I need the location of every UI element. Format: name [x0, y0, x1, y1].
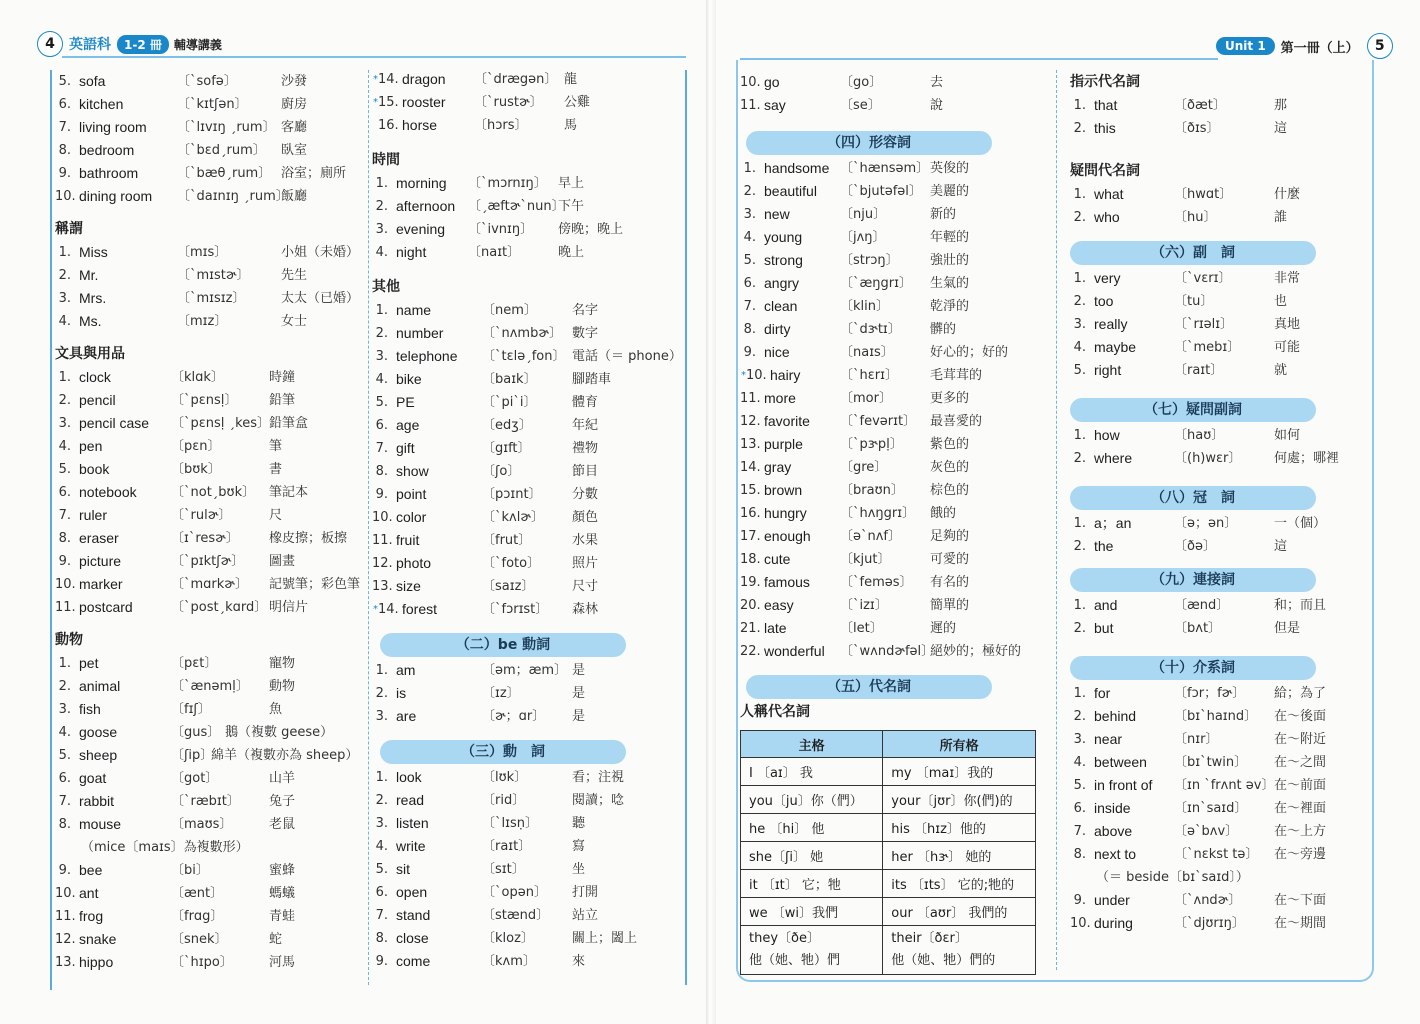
vocab-row: 2. is 〔ɪz〕 是 [375, 685, 586, 701]
page-number-left: 4 [37, 31, 63, 57]
vocab-row: 9. under 〔ˋʌndɚ〕 在～下面 [1073, 892, 1327, 908]
vocab-row: 2. Mr. 〔ˋmɪstɚ〕 先生 [58, 267, 308, 283]
vocab-row: 22. wonderful 〔ˋwʌndɚfəl〕 絕妙的；極好的 [740, 643, 1022, 659]
left-page-right-edge-line [685, 70, 687, 985]
vocab-row: 7. rabbit 〔ˋræbɪt〕 兔子 [58, 793, 296, 809]
vocab-row: * 14. dragon 〔ˋdrægən〕 龍 [372, 68, 682, 91]
vocab-row: 9. nice 〔naɪs〕 好心的；好的 [743, 344, 1009, 360]
section-heading-conjunctions: （九）連接詞 [1070, 568, 1316, 592]
book-title: 輔導講義 [173, 37, 222, 52]
vocab-row: 1. that 〔ðæt〕 那 [1073, 97, 1288, 113]
vocab-row: 1. how 〔haʊ〕 如何 [1073, 427, 1301, 443]
vocab-row: 3. listen 〔ˋlɪsṇ〕 聽 [375, 815, 586, 831]
table-cell: she〔ʃi〕 她 [741, 842, 883, 870]
column-3 [740, 71, 1052, 975]
vocab-row: 1. morning 〔ˋmɔrnɪŋ〕 早上 [375, 175, 585, 191]
vocab-row: 1. pet 〔pɛt〕 寵物 [58, 655, 296, 671]
volume-badge: 1-2 冊 [117, 35, 169, 54]
vocab-row: 2. pencil 〔ˋpɛnsḷ〕 鉛筆 [58, 392, 296, 408]
vocab-row: 1. a；an 〔ə；ən〕 一（個） [1073, 515, 1327, 531]
volume-name: 第一冊（上） [1280, 40, 1359, 56]
section-heading-titles: 稱謂 [55, 221, 83, 237]
vocab-row: 15. brown 〔braʊn〕 棕色的 [740, 482, 970, 498]
table-row [741, 898, 1036, 926]
vocab-row: 8. next to 〔ˋnɛkst tə〕 在～旁邊 [1073, 846, 1327, 862]
vocab-row: 2. number 〔ˋnʌmbɚ〕 數字 [375, 325, 599, 341]
column-divider-left [368, 70, 369, 985]
vocab-row: 4. maybe 〔ˋmebɪ〕 可能 [1073, 339, 1301, 355]
table-cell: you〔ju〕你（們） [741, 786, 883, 814]
vocab-row: 12. snake 〔snek〕 蛇 [55, 931, 283, 947]
vocab-row: 9. point 〔pɔɪnt〕 分數 [375, 486, 599, 502]
table-row [741, 786, 1036, 814]
table-cell: her 〔hɝ〕 她的 [883, 842, 1036, 870]
vocab-row: 9. come 〔kʌm〕 來 [375, 953, 586, 969]
vocab-row: 1. name 〔nem〕 名字 [375, 302, 599, 318]
vocab-row: * 15. rooster 〔ˋrustɚ〕 公雞 [372, 91, 682, 114]
vocab-row: 13. hippo 〔ˋhɪpo〕 河馬 [55, 954, 296, 970]
vocab-row: 3. near 〔nɪr〕 在～附近 [1073, 731, 1327, 747]
vocab-row: 2. animal 〔ˋænəmḷ〕 動物 [58, 678, 296, 694]
vocab-row: 6. inside 〔ɪnˋsaɪd〕 在～裡面 [1073, 800, 1327, 816]
column-4 [1070, 71, 1360, 935]
vocab-row: 6. open 〔ˋopən〕 打開 [375, 884, 599, 900]
left-page-edge-line [50, 70, 52, 990]
vocab-row: 5. sofa 〔ˋsofə〕 沙發 [58, 73, 308, 89]
vocab-row: 1. and 〔ænd〕 和；而且 [1073, 597, 1327, 613]
star-mark: * [373, 74, 378, 85]
column-divider-right [1056, 70, 1057, 970]
vocab-row: 8. mouse 〔maʊs〕 老鼠 [58, 816, 296, 832]
vocab-row: 2. the 〔ðə〕 這 [1073, 538, 1288, 554]
section-heading-interrogative-adverbs: （七）疑問副詞 [1070, 398, 1316, 422]
vocab-row: 6. goat 〔got〕 山羊 [58, 770, 296, 786]
vocab-row: 7. gift 〔gɪft〕 禮物 [375, 440, 599, 456]
table-cell: it 〔ɪt〕 它；牠 [741, 870, 883, 898]
table-cell: your〔jʊr〕你(們)的 [883, 786, 1036, 814]
table-cell: their〔ðɛr〕 他（她、牠）們的 [883, 926, 1036, 975]
vocab-row: 3. new 〔nju〕 新的 [743, 206, 957, 222]
left-page-header [37, 29, 222, 59]
vocab-row: 4. night 〔naɪt〕 晚上 [375, 244, 585, 260]
vocab-row: 1. very 〔ˋvɛrɪ〕 非常 [1073, 270, 1301, 286]
section-heading-stationery: 文具與用品 [55, 346, 125, 362]
vocab-row: 11. postcard 〔ˋpostˏkɑrd〕 明信片 [55, 599, 309, 615]
table-cell: he 〔hi〕 他 [741, 814, 883, 842]
vocab-row: 12. favorite 〔ˋfevərɪt〕 最喜愛的 [740, 413, 983, 429]
table-row [741, 814, 1036, 842]
vocab-row: 19. famous 〔ˋfeməs〕 有名的 [740, 574, 970, 590]
table-cell: his 〔hɪz〕他的 [883, 814, 1036, 842]
table-header-row [741, 731, 1036, 758]
vocab-row: 10. marker 〔ˋmɑrkɚ〕 記號筆；彩色筆 [55, 576, 361, 592]
personal-pronouns-subheading: 人稱代名詞 [740, 704, 810, 720]
section-heading-others: 其他 [372, 279, 400, 295]
vocab-row: 17. enough 〔əˋnʌf〕 足夠的 [740, 528, 970, 544]
vocab-row: 9. bathroom 〔ˋbæθˏrum〕 浴室；廁所 [58, 165, 347, 181]
vocab-row: 9. picture 〔ˋpɪktʃɚ〕 圖畫 [58, 553, 296, 569]
vocab-row: 6. notebook 〔ˋnotˏbʊk〕 筆記本 [58, 484, 309, 500]
table-cell: our 〔aʊr〕 我們的 [883, 898, 1036, 926]
right-page-header [1216, 31, 1393, 61]
table-row [741, 842, 1036, 870]
vocab-row: 4. between 〔bɪˋtwin〕 在～之間 [1073, 754, 1327, 770]
vocab-row: 8. bedroom 〔ˋbɛdˏrum〕 臥室 [58, 142, 308, 158]
vocab-row: 8. dirty 〔ˋdɝtɪ〕 髒的 [743, 321, 957, 337]
section-heading-pronouns: （五）代名詞 [746, 675, 992, 699]
vocab-row: 4. write 〔raɪt〕 寫 [375, 838, 586, 854]
vocab-row: 10. during 〔ˋdjʊrɪŋ〕 在～期間 [1070, 915, 1327, 931]
left-header-rule [62, 56, 686, 58]
column-1 [55, 70, 367, 974]
section-heading-animals: 動物 [55, 632, 83, 648]
vocab-row: 1. look 〔lʊk〕 看；注視 [375, 769, 625, 785]
beside-note: （＝ beside〔bɪˋsaɪd〕） [1096, 870, 1249, 885]
vocab-row: 2. behind 〔bɪˋhaɪnd〕 在～後面 [1073, 708, 1327, 724]
vocab-row: 5. PE 〔ˋpiˋi〕 體育 [375, 394, 599, 410]
vocab-row: 20. easy 〔ˋizɪ〕 簡單的 [740, 597, 970, 613]
book-gutter [706, 0, 716, 1024]
table-row [741, 870, 1036, 898]
vocab-row: 16. horse 〔hɔrs〕 馬 [372, 114, 682, 137]
table-row [741, 926, 1036, 975]
section-heading-interrogatives: 疑問代名詞 [1070, 163, 1140, 179]
vocab-row: 2. read 〔rid〕 閱讀；唸 [375, 792, 625, 808]
vocab-row: 3. really 〔ˋrɪəlɪ〕 真地 [1073, 316, 1301, 332]
vocab-row: 18. cute 〔kjut〕 可愛的 [740, 551, 970, 567]
vocab-row: 14. gray 〔gre〕 灰色的 [740, 459, 970, 475]
table-header: 所有格 [883, 731, 1036, 758]
table-header: 主格 [741, 731, 883, 758]
vocab-row: 5. sit 〔sɪt〕 坐 [375, 861, 586, 877]
vocab-row: 4. Ms. 〔mɪz〕 女士 [58, 313, 308, 329]
vocab-row: 9. bee 〔bi〕 蜜蜂 [58, 862, 296, 878]
vocab-row: 5. strong 〔strɔŋ〕 強壯的 [743, 252, 970, 268]
vocab-row: 7. clean 〔klin〕 乾淨的 [743, 298, 970, 314]
vocab-row: 4. young 〔jʌŋ〕 年輕的 [743, 229, 970, 245]
vocab-row: 2. too 〔tu〕 也 [1073, 293, 1288, 309]
vocab-row: 1. for 〔fɔr；fɚ〕 給；為了 [1073, 685, 1327, 701]
vocab-row: 1. handsome 〔ˋhænsəm〕 英俊的 [743, 160, 970, 176]
vocab-row: 3. Mrs. 〔ˋmɪsɪz〕 太太（已婚） [58, 290, 360, 306]
vocab-row: 5. in front of 〔ɪn ˋfrʌnt əv〕 在～前面 [1073, 777, 1327, 793]
vocab-row: 8. eraser 〔ɪˋresɚ〕 橡皮擦；板擦 [58, 530, 348, 546]
vocab-row: 1. clock 〔klɑk〕 時鐘 [58, 369, 296, 385]
mouse-plural-note: （mice〔maɪs〕為複數形） [81, 840, 249, 855]
section-heading-verbs: （三）動 詞 [380, 740, 626, 764]
vocab-row: 11. fruit 〔frut〕 水果 [372, 532, 599, 548]
section-heading-adverbs: （六）副 詞 [1070, 241, 1316, 265]
vocab-row: 3. telephone 〔ˋtɛləˏfon〕 電話（＝ phone） [375, 348, 682, 364]
star-mark: * [373, 604, 378, 615]
vocab-row: 7. ruler 〔ˋrulɚ〕 尺 [58, 507, 283, 523]
pronoun-table [740, 730, 1036, 975]
vocab-row: 2. but 〔bʌt〕 但是 [1073, 620, 1301, 636]
vocab-row: 4. goose 〔gus〕 鵝（複數 geese） [58, 724, 334, 740]
vocab-row: 11. more 〔mor〕 更多的 [740, 390, 970, 406]
vocab-row: 7. stand 〔stænd〕 站立 [375, 907, 599, 923]
vocab-row: 10. go 〔go〕 去 [740, 74, 944, 90]
section-heading-adjectives: （四）形容詞 [746, 131, 992, 155]
page-number-right: 5 [1367, 33, 1393, 59]
vocab-row: 6. age 〔edʒ〕 年紀 [375, 417, 599, 433]
vocab-row: 4. bike 〔baɪk〕 腳踏車 [375, 371, 612, 387]
vocab-row: 3. pencil case 〔ˋpɛnsḷ ˏkes〕 鉛筆盒 [58, 415, 309, 431]
table-cell: they〔ðe〕 他（她、牠）們 [741, 926, 883, 975]
vocab-row: * 10. hairy 〔ˋhɛrɪ〕 毛茸茸的 [740, 364, 1052, 387]
column-2 [372, 68, 682, 973]
table-cell: my 〔maɪ〕我的 [883, 758, 1036, 786]
vocab-row: * 14. forest 〔ˋfɔrɪst〕 森林 [372, 598, 682, 621]
vocab-row: 13. purple 〔ˋpɝpḷ〕 紫色的 [740, 436, 970, 452]
vocab-row: 1. am 〔əm；æm〕 是 [375, 662, 586, 678]
vocab-row: 1. what 〔hwɑt〕 什麼 [1073, 186, 1301, 202]
vocab-row: 2. beautiful 〔ˋbjutəfəl〕 美麗的 [743, 183, 970, 199]
vocab-row: 3. evening 〔ˋivnɪŋ〕 傍晚；晚上 [375, 221, 624, 237]
vocab-row: 21. late 〔let〕 遲的 [740, 620, 957, 636]
vocab-row: 12. photo 〔ˋfoto〕 照片 [372, 555, 599, 571]
table-row [741, 758, 1036, 786]
section-heading-time: 時間 [372, 152, 400, 168]
section-heading-be-verbs: （二）be 動詞 [380, 633, 626, 657]
vocab-row: 2. where 〔(h)wɛr〕 何處；哪裡 [1073, 450, 1340, 466]
vocab-row: 7. above 〔əˋbʌv〕 在～上方 [1073, 823, 1327, 839]
vocab-row: 5. book 〔bʊk〕 書 [58, 461, 283, 477]
star-mark: * [373, 97, 378, 108]
vocab-row: 1. Miss 〔mɪs〕 小姐（未婚） [58, 244, 360, 260]
vocab-row: 11. say 〔se〕 說 [740, 97, 944, 113]
table-cell: its 〔ɪts〕 它的;牠的 [883, 870, 1036, 898]
vocab-row: 13. size 〔saɪz〕 尺寸 [372, 578, 599, 594]
table-cell: we 〔wi〕我們 [741, 898, 883, 926]
vocab-row: 11. frog 〔frɑg〕 青蛙 [55, 908, 296, 924]
vocab-row: 10. dining room 〔ˋdaɪnɪŋ ˏrum〕 飯廳 [55, 188, 308, 204]
star-mark: * [741, 370, 746, 381]
subject-label: 英語科 [69, 37, 111, 53]
section-heading-articles: （八）冠 詞 [1070, 486, 1316, 510]
vocab-row: 7. living room 〔ˋlɪvɪŋ ˏrum〕 客廳 [58, 119, 308, 135]
section-heading-demonstratives: 指示代名詞 [1070, 74, 1140, 90]
vocab-row: 8. close 〔kloz〕 關上；闔上 [375, 930, 638, 946]
vocab-row: 10. color 〔ˋkʌlɚ〕 顏色 [372, 509, 599, 525]
unit-badge: Unit 1 [1216, 37, 1275, 55]
vocab-row: 3. fish 〔fɪʃ〕 魚 [58, 701, 283, 717]
vocab-row: 4. pen 〔pɛn〕 筆 [58, 438, 283, 454]
table-cell: I 〔aɪ〕 我 [741, 758, 883, 786]
vocab-row: 2. this 〔ðɪs〕 這 [1073, 120, 1288, 136]
vocab-row: 5. sheep 〔ʃip〕 綿羊（複數亦為 sheep） [58, 747, 359, 763]
vocab-row: 6. angry 〔ˋæŋgrɪ〕 生氣的 [743, 275, 970, 291]
vocab-row: 8. show 〔ʃo〕 節目 [375, 463, 599, 479]
vocab-row: 5. right 〔raɪt〕 就 [1073, 362, 1288, 378]
section-heading-prepositions: （十）介系詞 [1070, 656, 1316, 680]
vocab-row: 10. ant 〔ænt〕 螞蟻 [55, 885, 296, 901]
vocab-row: 16. hungry 〔ˋhʌŋgrɪ〕 餓的 [740, 505, 957, 521]
vocab-row: 6. kitchen 〔ˋkɪtʃən〕 廚房 [58, 96, 308, 112]
places-list [55, 70, 367, 208]
vocab-row: 3. are 〔ɚ；ɑr〕 是 [375, 708, 586, 724]
vocab-row: 2. afternoon 〔ˏæftɚˋnun〕 下午 [375, 198, 585, 214]
vocab-row: 2. who 〔hu〕 誰 [1073, 209, 1288, 225]
